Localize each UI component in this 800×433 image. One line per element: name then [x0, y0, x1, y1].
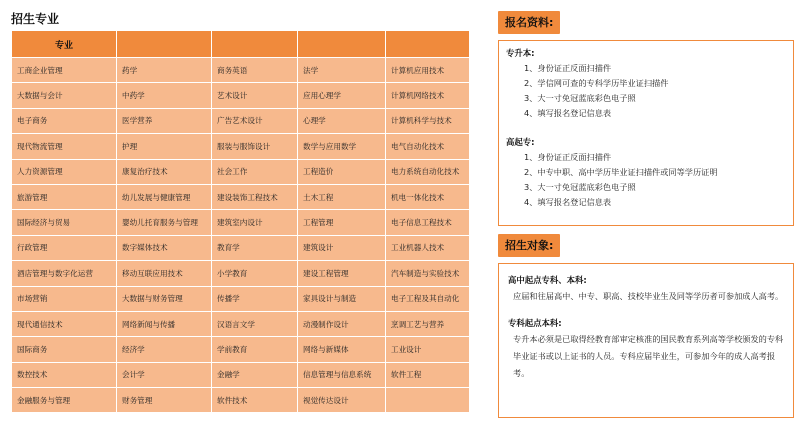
table-row	[12, 311, 470, 336]
major-cell: 酒店管理与数字化运营	[12, 261, 117, 286]
majors-section	[11, 8, 471, 413]
major-cell: 烹调工艺与营养	[386, 311, 470, 336]
majors-title: 招生专业	[11, 12, 60, 26]
header-cell	[298, 31, 386, 58]
targets-tag: 招生对象:	[498, 234, 560, 257]
majors-table-header	[12, 31, 470, 58]
table-row	[12, 286, 470, 311]
major-cell: 婴幼儿托育服务与管理	[117, 210, 212, 235]
major-cell: 计算机应用技术	[386, 58, 470, 83]
table-row	[12, 108, 470, 133]
major-cell: 行政管理	[12, 235, 117, 260]
header-cell	[212, 31, 298, 58]
major-cell: 大数据与财务管理	[117, 286, 212, 311]
materials-group1-title: 专升本:	[506, 48, 535, 58]
materials-group2-title: 高起专:	[506, 137, 535, 147]
table-row	[12, 235, 470, 260]
major-cell: 会计学	[117, 362, 212, 387]
major-cell: 动漫制作设计	[298, 311, 386, 336]
materials-group2-item: 3、大一寸免冠蓝底彩色电子照	[524, 182, 636, 192]
major-cell: 汽车制造与实验技术	[386, 261, 470, 286]
major-cell: 大数据与会计	[12, 83, 117, 108]
materials-group1-item: 1、身份证正反面扫描件	[524, 63, 612, 73]
major-cell: 幼儿发展与健康管理	[117, 184, 212, 209]
major-cell: 计算机网络技术	[386, 83, 470, 108]
major-cell: 现代物流管理	[12, 134, 117, 159]
major-cell: 网络新闻与传播	[117, 311, 212, 336]
major-cell: 国际经济与贸易	[12, 210, 117, 235]
major-cell: 经济学	[117, 337, 212, 362]
major-cell: 软件工程	[386, 362, 470, 387]
targets-group1-text: 应届和往届高中、中专、职高、技校毕业生及同等学历者可参加成人高考。	[513, 291, 784, 301]
materials-group1-item: 4、填写报名登记信息表	[524, 108, 612, 118]
major-cell: 财务管理	[117, 388, 212, 413]
major-cell: 工程造价	[298, 159, 386, 184]
major-cell: 数字媒体技术	[117, 235, 212, 260]
materials-group2-item: 4、填写报名登记信息表	[524, 197, 612, 207]
major-cell: 心理学	[298, 108, 386, 133]
major-cell: 工商企业管理	[12, 58, 117, 83]
major-cell: 视觉传达设计	[298, 388, 386, 413]
major-cell: 教育学	[212, 235, 298, 260]
header-cell	[117, 31, 212, 58]
major-cell: 计算机科学与技术	[386, 108, 470, 133]
materials-box	[498, 40, 794, 226]
major-cell: 电子工程及其自动化	[386, 286, 470, 311]
major-cell: 电子商务	[12, 108, 117, 133]
info-panel	[498, 11, 794, 418]
major-cell: 学前教育	[212, 337, 298, 362]
materials-tag: 报名资料:	[498, 11, 560, 34]
major-cell: 软件技术	[212, 388, 298, 413]
major-cell: 电力系统自动化技术	[386, 159, 470, 184]
major-cell: 康复治疗技术	[117, 159, 212, 184]
table-row	[12, 184, 470, 209]
header-cell-major: 专业	[12, 31, 117, 58]
table-row	[12, 134, 470, 159]
major-cell: 土木工程	[298, 184, 386, 209]
header-cell	[386, 31, 470, 58]
major-cell: 建设工程管理	[298, 261, 386, 286]
major-cell: 旅游管理	[12, 184, 117, 209]
major-cell: 工业设计	[386, 337, 470, 362]
major-cell: 应用心理学	[298, 83, 386, 108]
major-cell: 广告艺术设计	[212, 108, 298, 133]
targets-group1-title: 高中起点专科、本科:	[508, 275, 587, 285]
table-row	[12, 261, 470, 286]
major-cell: 国际商务	[12, 337, 117, 362]
major-cell: 法学	[298, 58, 386, 83]
table-row	[12, 362, 470, 387]
targets-group2-text: 专升本必须是已取得经教育部审定核准的国民教育系列高等学校颁发的专科毕业证书或以上证书的人员。专科应届毕业生，可参加今年的成人高考报考。	[513, 334, 784, 378]
targets-group2-title: 专科起点本科:	[508, 318, 562, 328]
major-cell: 服装与服饰设计	[212, 134, 298, 159]
major-cell: 医学营养	[117, 108, 212, 133]
materials-group1-item: 2、学信网可查的专科学历毕业证扫描件	[524, 78, 669, 88]
major-cell: 药学	[117, 58, 212, 83]
major-cell: 建设装饰工程技术	[212, 184, 298, 209]
majors-table-body	[12, 58, 470, 413]
major-cell: 人力资源管理	[12, 159, 117, 184]
major-cell: 信息管理与信息系统	[298, 362, 386, 387]
major-cell	[386, 388, 470, 413]
major-cell: 工业机器人技术	[386, 235, 470, 260]
table-row	[12, 337, 470, 362]
major-cell: 家具设计与制造	[298, 286, 386, 311]
major-cell: 工程管理	[298, 210, 386, 235]
major-cell: 金融学	[212, 362, 298, 387]
major-cell: 艺术设计	[212, 83, 298, 108]
major-cell: 汉语言文学	[212, 311, 298, 336]
major-cell: 市场营销	[12, 286, 117, 311]
materials-group2-item: 2、中专中职、高中学历毕业证扫描件或同等学历证明	[524, 167, 718, 177]
table-row	[12, 210, 470, 235]
major-cell: 金融服务与管理	[12, 388, 117, 413]
major-cell: 小学教育	[212, 261, 298, 286]
major-cell: 电气自动化技术	[386, 134, 470, 159]
major-cell: 传播学	[212, 286, 298, 311]
major-cell: 社会工作	[212, 159, 298, 184]
table-row	[12, 388, 470, 413]
table-row	[12, 83, 470, 108]
majors-table	[11, 30, 470, 413]
major-cell: 现代通信技术	[12, 311, 117, 336]
table-row	[12, 159, 470, 184]
major-cell: 机电一体化技术	[386, 184, 470, 209]
major-cell: 数控技术	[12, 362, 117, 387]
major-cell: 电子信息工程技术	[386, 210, 470, 235]
targets-box	[498, 263, 794, 418]
major-cell: 商务英语	[212, 58, 298, 83]
materials-group2-item: 1、身份证正反面扫描件	[524, 152, 612, 162]
major-cell: 网络与新媒体	[298, 337, 386, 362]
major-cell: 建筑室内设计	[212, 210, 298, 235]
major-cell: 数学与应用数学	[298, 134, 386, 159]
major-cell: 护理	[117, 134, 212, 159]
major-cell: 建筑设计	[298, 235, 386, 260]
table-row	[12, 58, 470, 83]
major-cell: 移动互联应用技术	[117, 261, 212, 286]
major-cell: 中药学	[117, 83, 212, 108]
materials-group1-item: 3、大一寸免冠蓝底彩色电子照	[524, 93, 636, 103]
